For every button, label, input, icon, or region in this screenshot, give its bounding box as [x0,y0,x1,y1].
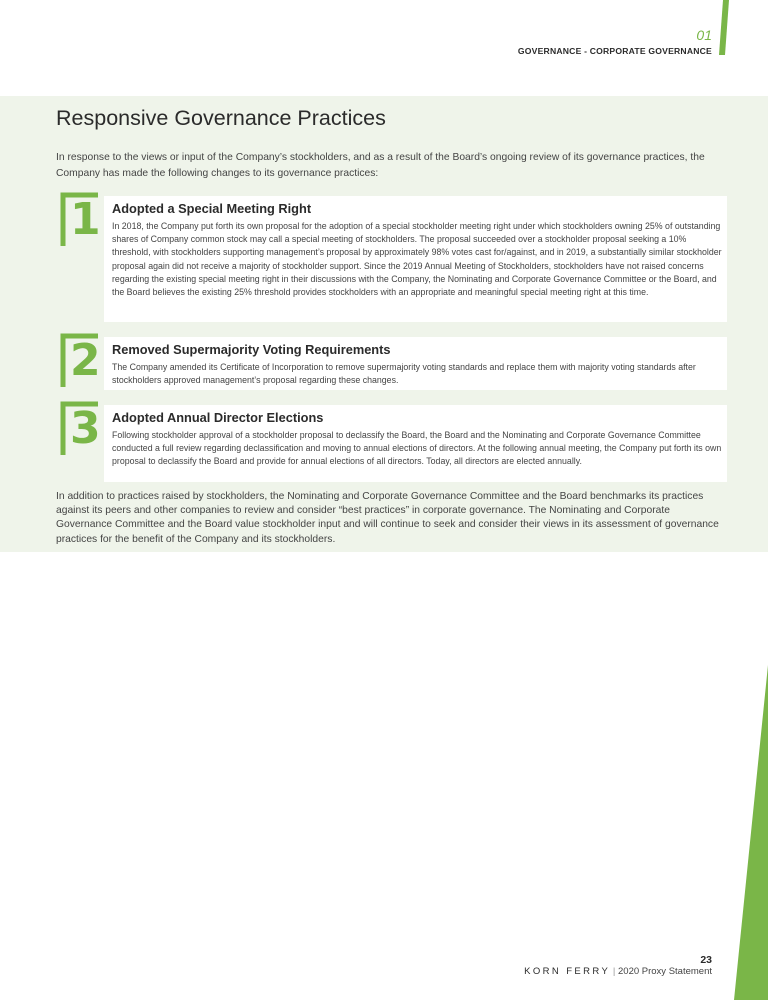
footer-line [524,966,712,977]
item-body: Following stockholder approval of a stockholder proposal to declassify the Board, the Board and the Nominating and Corporate Governance Committee conducted a full review regarding declassification and moving to annual elections of directors. At the following annual meeting, the Company put forth its own proposal to declassify the Board and provide for annual elections of all directors. Today, all directors are elected annually. [112,430,722,467]
item-heading: Removed Supermajority Voting Requirements [112,342,391,357]
item-body: In 2018, the Company put forth its own proposal for the adoption of a special stockholder meeting right under which stockholders owning 25% of outstanding shares of Company common stock may call a special meeting of stockholders. The proposal succeeded over a stockholder proposal seeking a 10% threshold, with stockholders supporting management’s proposal by approximately 98% votes cast for/against, and in 2019, a substantially similar stockholder proposal again did not receive a majority of stockholder support. Since the 2019 Annual Meeting of Stockholders, stockholders have not raised concerns regarding the existing special meeting right in their discussions with the Company, the Nominating and Corporate Governance Committee or the Board, and the Board believes the existing 25% threshold provides stockholders with an appropriate and meaningful special meeting right at this time. [112,221,722,298]
item-digit: 2 [70,335,101,386]
page-title: Responsive Governance Practices [56,106,386,130]
item-heading: Adopted Annual Director Elections [112,410,324,425]
intro-paragraph: In response to the views or input of the Company’s stockholders, and as a result of the Board’s ongoing review of its governance practices, the Company has made the following changes to its governance practices: [56,152,705,179]
section-number: 01 [696,27,712,43]
footer-separator: | [612,966,616,977]
item-heading: Adopted a Special Meeting Right [112,201,312,216]
item-number-3 [60,401,106,461]
governance-item-card [104,337,727,390]
page-number: 23 [700,954,712,966]
governance-item-card [104,405,727,482]
document-title: 2020 Proxy Statement [618,966,712,977]
item-digit: 3 [70,403,101,454]
closing-paragraph: In addition to practices raised by stockholders, the Nominating and Corporate Governance Committee and the Board benchmarks its practices against its peers and other companies to review and consider “best practices” in corporate governance. The Nominating and Corporate Governance Committee and the Board value stockholder input and will continue to seek and consider their views in its assessment of governance practices for the benefit of the Company and its stockholders. [56,491,719,545]
item-number-1 [60,192,106,252]
item-body: The Company amended its Certificate of Incorporation to remove supermajority voting standards and replace them with majority voting standards after stockholders approved management’s proposal regarding these changes. [112,362,696,386]
item-number-2 [60,333,106,393]
governance-item-card [104,196,727,322]
item-digit: 1 [70,194,101,245]
section-title: GOVERNANCE - CORPORATE GOVERNANCE [517,46,712,56]
header-accent-bar [719,0,729,55]
decorative-green-wedge [728,665,768,1000]
brand-name: KORN FERRY [524,966,611,977]
